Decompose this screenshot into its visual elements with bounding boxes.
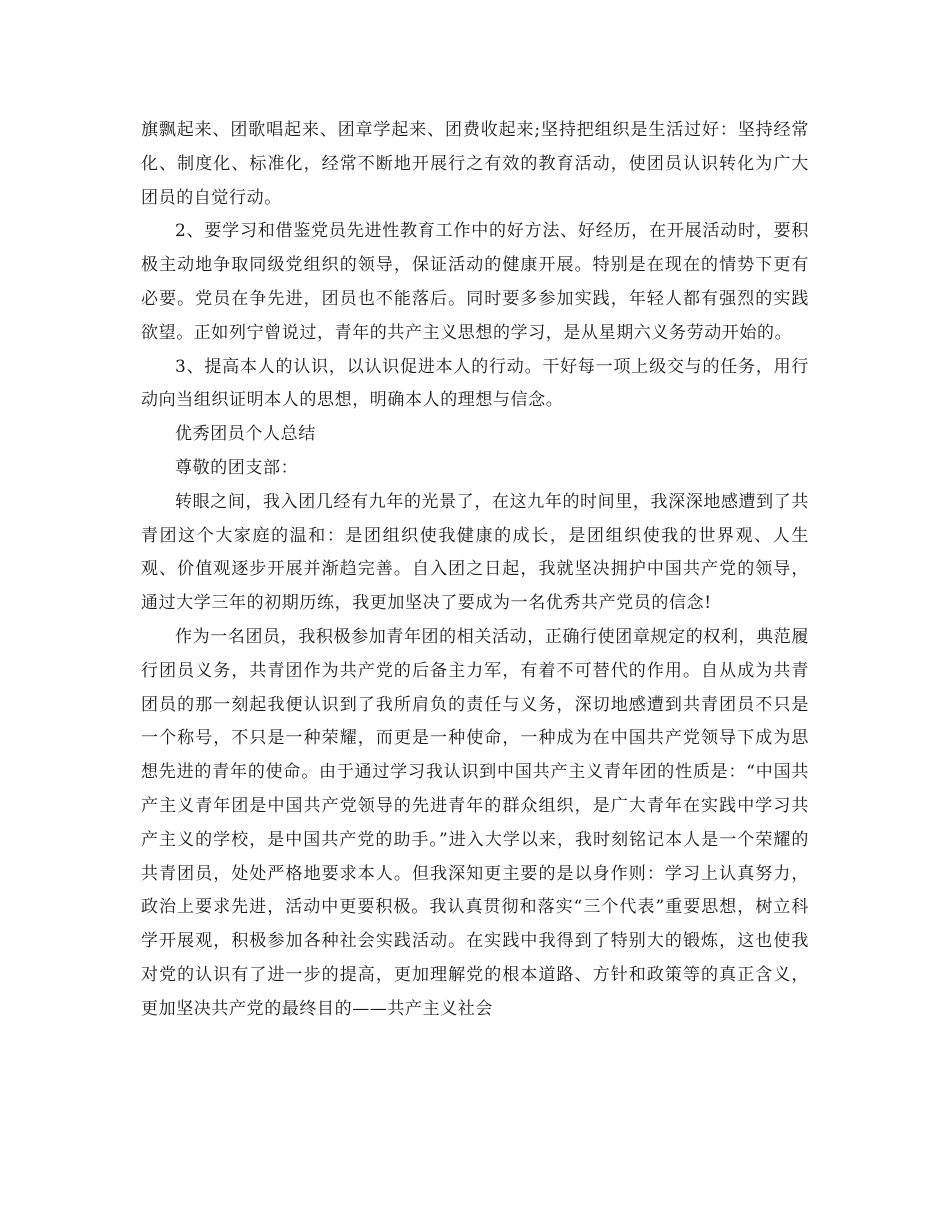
- paragraph-point-3: 3、提高本人的认识，以认识促进本人的行动。干好每一项上级交与的任务，用行动向当组织证明本人的思想，明确本人的理想与信念。: [141, 356, 809, 411]
- document-body: [141, 114, 809, 1027]
- salutation: 尊敬的团支部：: [175, 457, 299, 478]
- paragraph-point-2: 2、要学习和借鉴党员先进性教育工作中的好方法、好经历，在开展活动时，要积极主动地争取同级党组织的领导，保证活动的健康开展。特别是在现在的情势下更有必要。党员在争先进，团员也不能落后。同时要多参加实践，年轻人都有强烈的实践欲望。正如列宁曾说过，青年的共产主义思想的学习，是从星期六义务劳动开始的。: [141, 221, 809, 343]
- paragraph-intro: 转眼之间，我入团几经有九年的光景了，在这九年的时间里，我深深地感遭到了共青团这个大家庭的温和：是团组织使我健康的成长，是团组织使我的世界观、人生观、价值观逐步开展并渐趋完善。自入团之日起，我就坚决拥护中国共产党的领导，通过大学三年的初期历练，我更加坚决了要成为一名优秀共产党员的信念!: [141, 491, 809, 614]
- section-title: 优秀团员个人总结: [175, 424, 316, 445]
- paragraph-continuation: 旗飘起来、团歌唱起来、团章学起来、团费收起来;坚持把组织是生活过好：坚持经常化、制度化、标准化，经常不断地开展行之有效的教育活动，使团员认识转化为广大团员的自觉行动。: [141, 120, 809, 208]
- paragraph-body: 作为一名团员，我积极参加青年团的相关活动，正确行使团章规定的权利，典范履行团员义务，共青团作为共产党的后备主力军，有着不可替代的作用。自从成为共青团员的那一刻起我便认识到了我所肩负的责任与义务，深切地感遭到共青团员不只是一个称号，不只是一种荣耀，而更是一种使命，一种成为在中国共产党领导下成为思想先进的青年的使命。由于通过学习我认识到中国共产主义青年团的性质是：“中国共产主义青年团是中国共产党领导的先进青年的群众组织，是广大青年在实践中学习共产主义的学校，是中国共产党的助手。”进入大学以来，我时刻铭记本人是一个荣耀的共青团员，处处严格地要求本人。但我深知更主要的是以身作则：学习上认真努力，政治上要求先进，活动中更要积极。我认真贯彻和落实“三个代表”重要思想，树立科学开展观，积极参加各种社会实践活动。在实践中我得到了特别大的锻炼，这也使我对党的认识有了进一步的提高，更加理解党的根本道路、方针和政策等的真正含义，更加坚决共产党的最终目的——共产主义社会: [141, 626, 809, 1019]
